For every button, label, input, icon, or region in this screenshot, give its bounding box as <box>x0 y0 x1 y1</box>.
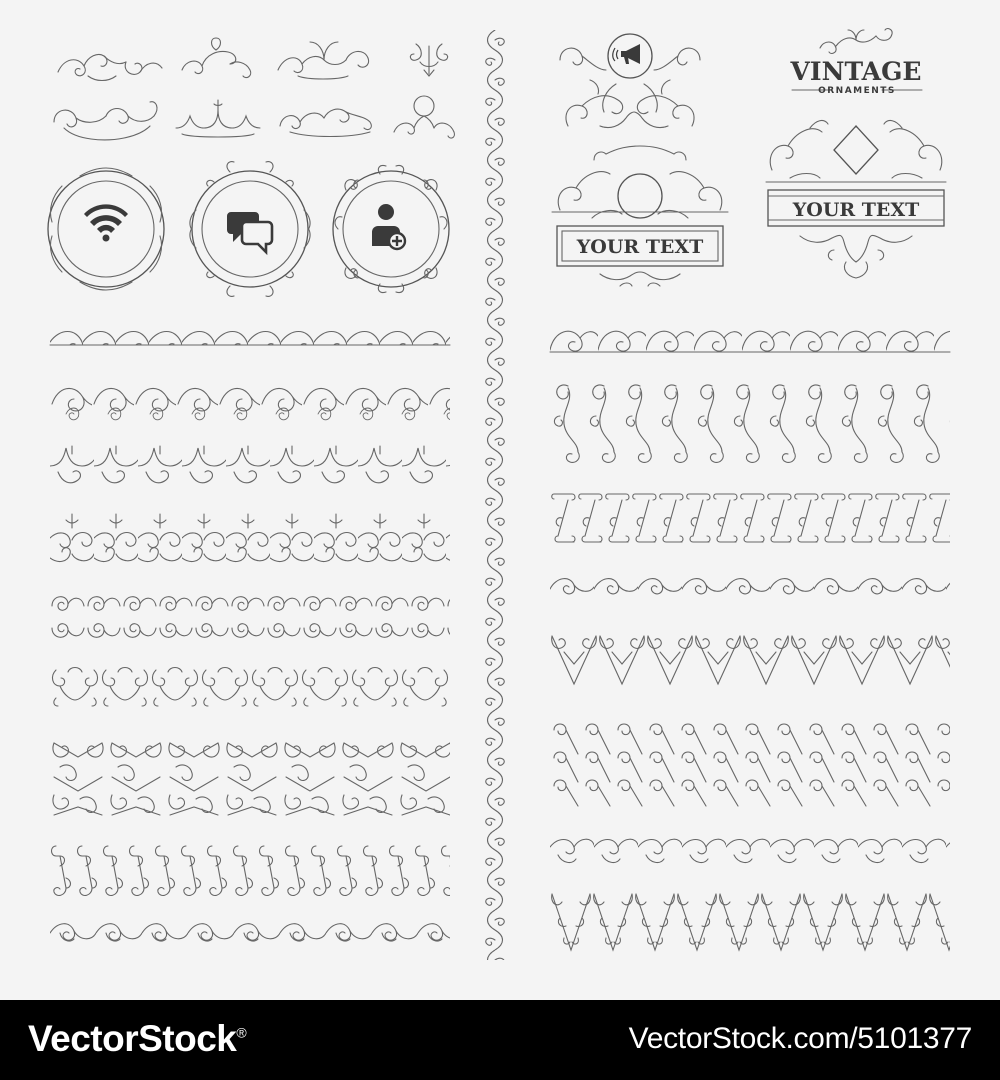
chat-bubbles-icon <box>227 212 272 252</box>
left-border-rows <box>50 320 450 951</box>
border-row-6 <box>50 660 450 708</box>
wifi-icon <box>84 204 128 241</box>
border-row-4 <box>50 510 450 572</box>
your-text-label-right: YOUR TEXT <box>792 199 920 221</box>
border-row-8 <box>50 840 450 902</box>
right-border-row-2 <box>550 376 950 466</box>
footer-brand: VectorStock® <box>28 1018 247 1059</box>
icon-circle-chat <box>190 162 310 297</box>
watermark-footer <box>0 1000 1000 1080</box>
border-row-5 <box>50 588 450 644</box>
vintage-subtitle: ORNAMENTS <box>818 86 896 96</box>
right-border-row-3 <box>550 488 950 548</box>
icon-circle-add-user <box>333 165 449 292</box>
border-row-3 <box>50 440 450 492</box>
right-border-row-4 <box>550 565 950 601</box>
your-text-frame-left <box>552 146 728 286</box>
vintage-title: VINTAGE <box>790 57 922 86</box>
right-border-row-1 <box>550 320 950 352</box>
megaphone-icon <box>613 44 640 64</box>
your-text-frame-right <box>766 121 946 278</box>
border-row-9 <box>50 915 450 951</box>
border-row-1 <box>50 320 450 345</box>
icon-circle-wifi <box>48 168 164 290</box>
add-user-icon <box>372 204 405 249</box>
right-border-rows <box>550 320 950 958</box>
corner-ornaments-top-left <box>54 38 454 140</box>
your-text-label-left: YOUR TEXT <box>576 236 704 258</box>
megaphone-frame <box>560 34 700 128</box>
right-border-row-5 <box>550 630 950 692</box>
border-row-2 <box>50 378 450 424</box>
right-border-row-8 <box>550 888 950 958</box>
border-row-7 <box>50 735 450 821</box>
footer-image-id: VectorStock.com/5101377 <box>628 1022 972 1055</box>
right-border-row-6 <box>550 720 950 812</box>
vintage-title-block <box>790 29 922 96</box>
vertical-vine-border <box>480 30 510 960</box>
right-border-row-7 <box>550 825 950 871</box>
